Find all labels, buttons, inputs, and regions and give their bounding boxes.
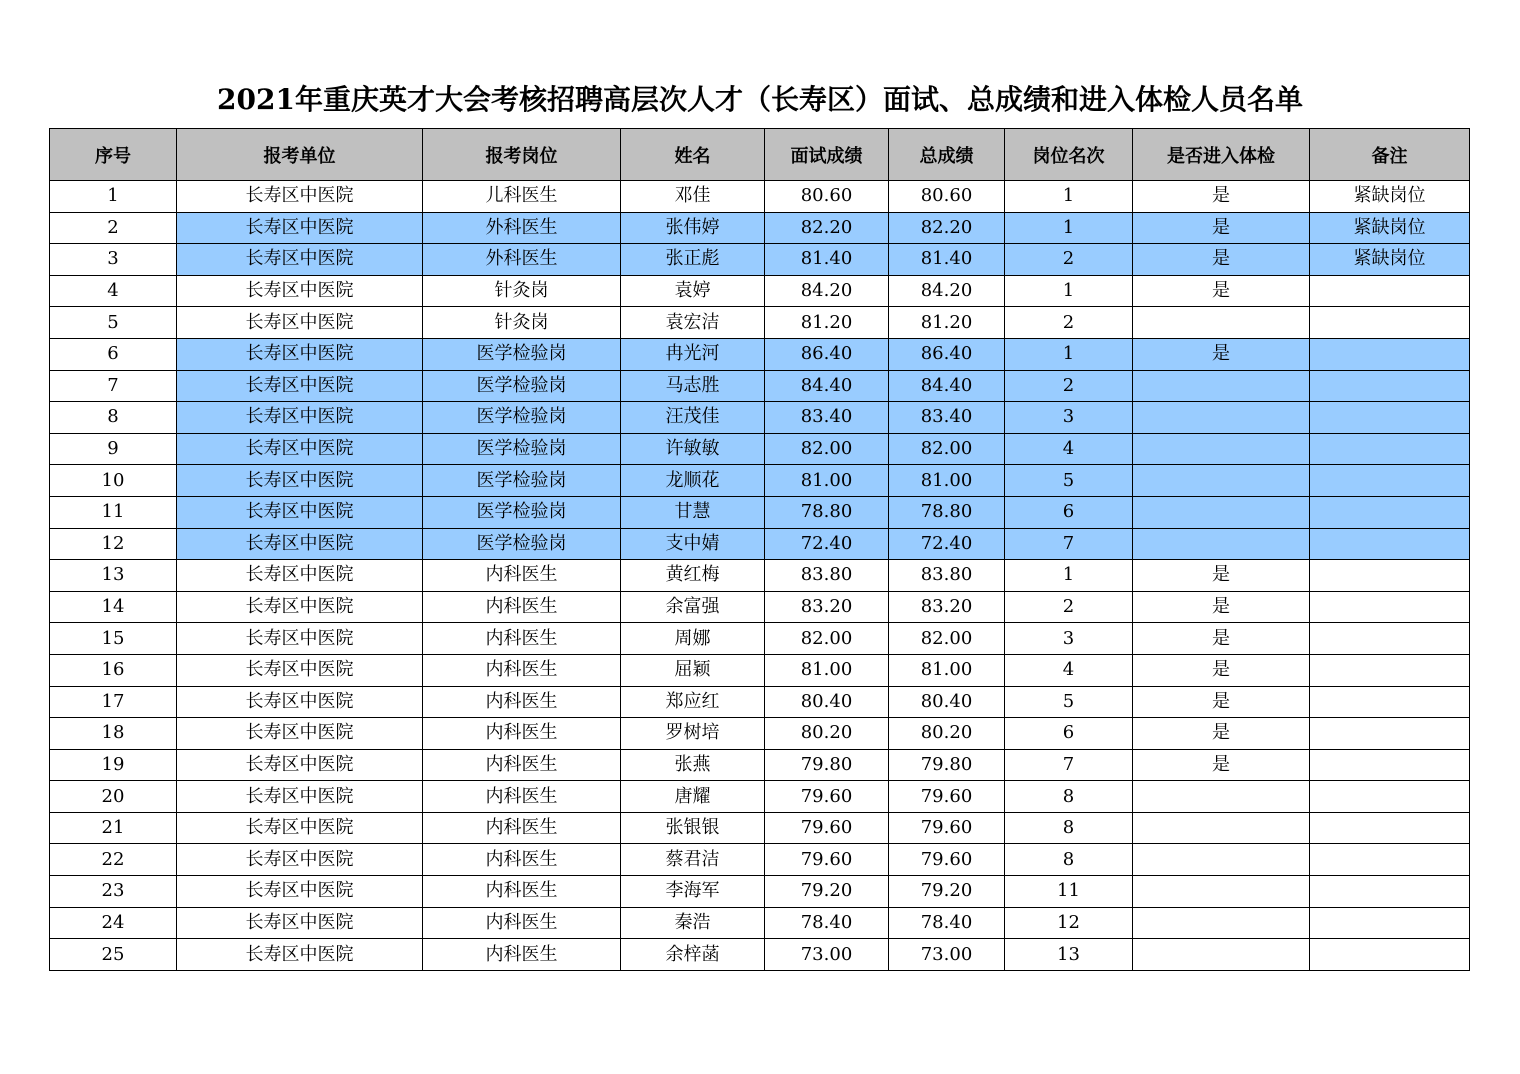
header-no: 序号 <box>50 129 177 181</box>
cell-total-score: 81.00 <box>889 654 1005 686</box>
cell-interview-score: 79.20 <box>765 876 889 908</box>
cell-name: 郑应红 <box>621 686 765 718</box>
cell-no: 20 <box>50 781 177 813</box>
cell-post: 医学检验岗 <box>423 370 621 402</box>
cell-no: 6 <box>50 338 177 370</box>
cell-unit: 长寿区中医院 <box>177 781 423 813</box>
header-exam: 是否进入体检 <box>1133 129 1310 181</box>
cell-physical-exam <box>1133 370 1310 402</box>
cell-rank: 5 <box>1005 465 1133 497</box>
cell-total-score: 83.20 <box>889 591 1005 623</box>
header-rank: 岗位名次 <box>1005 129 1133 181</box>
cell-post: 内科医生 <box>423 654 621 686</box>
cell-post: 外科医生 <box>423 212 621 244</box>
cell-physical-exam <box>1133 465 1310 497</box>
cell-post: 医学检验岗 <box>423 496 621 528</box>
cell-physical-exam: 是 <box>1133 591 1310 623</box>
cell-unit: 长寿区中医院 <box>177 433 423 465</box>
cell-name: 黄红梅 <box>621 560 765 592</box>
cell-physical-exam: 是 <box>1133 560 1310 592</box>
cell-name: 袁婷 <box>621 275 765 307</box>
cell-note <box>1310 781 1470 813</box>
cell-unit: 长寿区中医院 <box>177 370 423 402</box>
cell-no: 15 <box>50 623 177 655</box>
cell-physical-exam: 是 <box>1133 338 1310 370</box>
cell-note <box>1310 528 1470 560</box>
cell-unit: 长寿区中医院 <box>177 402 423 434</box>
cell-total-score: 79.60 <box>889 781 1005 813</box>
table-row <box>50 307 1470 339</box>
cell-total-score: 84.20 <box>889 275 1005 307</box>
cell-rank: 2 <box>1005 244 1133 276</box>
cell-total-score: 84.40 <box>889 370 1005 402</box>
cell-post: 内科医生 <box>423 907 621 939</box>
cell-name: 李海军 <box>621 876 765 908</box>
cell-physical-exam <box>1133 307 1310 339</box>
cell-no: 10 <box>50 465 177 497</box>
cell-rank: 13 <box>1005 939 1133 971</box>
cell-no: 1 <box>50 181 177 213</box>
cell-name: 袁宏洁 <box>621 307 765 339</box>
cell-name: 甘慧 <box>621 496 765 528</box>
cell-note: 紧缺岗位 <box>1310 244 1470 276</box>
cell-note <box>1310 307 1470 339</box>
cell-total-score: 80.40 <box>889 686 1005 718</box>
cell-rank: 4 <box>1005 433 1133 465</box>
cell-note <box>1310 907 1470 939</box>
cell-note <box>1310 560 1470 592</box>
cell-unit: 长寿区中医院 <box>177 275 423 307</box>
cell-unit: 长寿区中医院 <box>177 907 423 939</box>
cell-note <box>1310 749 1470 781</box>
cell-note <box>1310 402 1470 434</box>
cell-no: 18 <box>50 718 177 750</box>
cell-physical-exam <box>1133 939 1310 971</box>
cell-unit: 长寿区中医院 <box>177 528 423 560</box>
cell-note <box>1310 876 1470 908</box>
cell-no: 16 <box>50 654 177 686</box>
cell-interview-score: 73.00 <box>765 939 889 971</box>
cell-interview-score: 83.80 <box>765 560 889 592</box>
cell-rank: 8 <box>1005 812 1133 844</box>
cell-physical-exam <box>1133 496 1310 528</box>
cell-post: 内科医生 <box>423 876 621 908</box>
cell-no: 8 <box>50 402 177 434</box>
cell-physical-exam <box>1133 402 1310 434</box>
cell-physical-exam: 是 <box>1133 654 1310 686</box>
cell-rank: 5 <box>1005 686 1133 718</box>
cell-note <box>1310 623 1470 655</box>
cell-rank: 8 <box>1005 844 1133 876</box>
cell-post: 外科医生 <box>423 244 621 276</box>
cell-interview-score: 81.20 <box>765 307 889 339</box>
cell-physical-exam <box>1133 907 1310 939</box>
cell-unit: 长寿区中医院 <box>177 496 423 528</box>
cell-name: 余梓菡 <box>621 939 765 971</box>
cell-no: 25 <box>50 939 177 971</box>
cell-no: 12 <box>50 528 177 560</box>
cell-unit: 长寿区中医院 <box>177 244 423 276</box>
header-total: 总成绩 <box>889 129 1005 181</box>
cell-name: 汪茂佳 <box>621 402 765 434</box>
cell-name: 张燕 <box>621 749 765 781</box>
cell-no: 2 <box>50 212 177 244</box>
cell-name: 张伟婷 <box>621 212 765 244</box>
cell-note: 紧缺岗位 <box>1310 181 1470 213</box>
cell-total-score: 80.60 <box>889 181 1005 213</box>
cell-no: 14 <box>50 591 177 623</box>
table-row <box>50 244 1470 276</box>
cell-note <box>1310 465 1470 497</box>
cell-name: 张银银 <box>621 812 765 844</box>
cell-no: 5 <box>50 307 177 339</box>
cell-unit: 长寿区中医院 <box>177 307 423 339</box>
cell-unit: 长寿区中医院 <box>177 686 423 718</box>
cell-interview-score: 84.20 <box>765 275 889 307</box>
table-row <box>50 591 1470 623</box>
cell-note <box>1310 370 1470 402</box>
cell-physical-exam <box>1133 812 1310 844</box>
cell-post: 医学检验岗 <box>423 465 621 497</box>
cell-post: 内科医生 <box>423 718 621 750</box>
table-row <box>50 370 1470 402</box>
cell-unit: 长寿区中医院 <box>177 654 423 686</box>
cell-interview-score: 79.60 <box>765 781 889 813</box>
table-row <box>50 433 1470 465</box>
cell-name: 张正彪 <box>621 244 765 276</box>
cell-name: 余富强 <box>621 591 765 623</box>
cell-rank: 6 <box>1005 718 1133 750</box>
cell-rank: 1 <box>1005 181 1133 213</box>
cell-note <box>1310 686 1470 718</box>
header-post: 报考岗位 <box>423 129 621 181</box>
cell-note <box>1310 275 1470 307</box>
cell-interview-score: 79.60 <box>765 812 889 844</box>
cell-name: 秦浩 <box>621 907 765 939</box>
header-note: 备注 <box>1310 129 1470 181</box>
cell-unit: 长寿区中医院 <box>177 623 423 655</box>
cell-total-score: 82.00 <box>889 433 1005 465</box>
cell-total-score: 83.40 <box>889 402 1005 434</box>
cell-total-score: 79.60 <box>889 844 1005 876</box>
cell-interview-score: 82.20 <box>765 212 889 244</box>
cell-name: 邓佳 <box>621 181 765 213</box>
cell-total-score: 82.20 <box>889 212 1005 244</box>
cell-post: 内科医生 <box>423 560 621 592</box>
cell-physical-exam: 是 <box>1133 244 1310 276</box>
header-row <box>50 129 1470 181</box>
cell-rank: 7 <box>1005 749 1133 781</box>
cell-unit: 长寿区中医院 <box>177 181 423 213</box>
cell-unit: 长寿区中医院 <box>177 749 423 781</box>
cell-no: 11 <box>50 496 177 528</box>
table-row <box>50 654 1470 686</box>
cell-post: 医学检验岗 <box>423 528 621 560</box>
cell-rank: 1 <box>1005 275 1133 307</box>
cell-post: 儿科医生 <box>423 181 621 213</box>
cell-unit: 长寿区中医院 <box>177 718 423 750</box>
cell-name: 唐耀 <box>621 781 765 813</box>
cell-name: 冉光河 <box>621 338 765 370</box>
cell-note <box>1310 496 1470 528</box>
table-row <box>50 528 1470 560</box>
cell-name: 蔡君洁 <box>621 844 765 876</box>
cell-physical-exam: 是 <box>1133 718 1310 750</box>
table-row <box>50 275 1470 307</box>
cell-interview-score: 78.80 <box>765 496 889 528</box>
cell-unit: 长寿区中医院 <box>177 844 423 876</box>
cell-interview-score: 86.40 <box>765 338 889 370</box>
cell-no: 21 <box>50 812 177 844</box>
cell-interview-score: 82.00 <box>765 623 889 655</box>
cell-total-score: 81.00 <box>889 465 1005 497</box>
cell-physical-exam: 是 <box>1133 181 1310 213</box>
table-row <box>50 749 1470 781</box>
cell-name: 许敏敏 <box>621 433 765 465</box>
table-row <box>50 907 1470 939</box>
cell-physical-exam <box>1133 528 1310 560</box>
cell-post: 内科医生 <box>423 812 621 844</box>
cell-unit: 长寿区中医院 <box>177 338 423 370</box>
cell-note <box>1310 844 1470 876</box>
cell-interview-score: 78.40 <box>765 907 889 939</box>
cell-post: 针灸岗 <box>423 275 621 307</box>
cell-note <box>1310 812 1470 844</box>
cell-rank: 1 <box>1005 212 1133 244</box>
cell-total-score: 72.40 <box>889 528 1005 560</box>
cell-post: 内科医生 <box>423 749 621 781</box>
cell-total-score: 79.60 <box>889 812 1005 844</box>
cell-note <box>1310 654 1470 686</box>
cell-interview-score: 81.40 <box>765 244 889 276</box>
table-row <box>50 181 1470 213</box>
cell-note <box>1310 591 1470 623</box>
table-row <box>50 686 1470 718</box>
cell-post: 内科医生 <box>423 939 621 971</box>
table-row <box>50 212 1470 244</box>
cell-total-score: 78.40 <box>889 907 1005 939</box>
cell-note: 紧缺岗位 <box>1310 212 1470 244</box>
cell-no: 17 <box>50 686 177 718</box>
cell-post: 内科医生 <box>423 623 621 655</box>
cell-unit: 长寿区中医院 <box>177 212 423 244</box>
cell-no: 9 <box>50 433 177 465</box>
cell-interview-score: 81.00 <box>765 465 889 497</box>
cell-physical-exam: 是 <box>1133 749 1310 781</box>
cell-name: 罗树培 <box>621 718 765 750</box>
cell-rank: 11 <box>1005 876 1133 908</box>
table-row <box>50 876 1470 908</box>
cell-rank: 7 <box>1005 528 1133 560</box>
header-unit: 报考单位 <box>177 129 423 181</box>
cell-name: 支中婧 <box>621 528 765 560</box>
cell-post: 针灸岗 <box>423 307 621 339</box>
cell-unit: 长寿区中医院 <box>177 465 423 497</box>
cell-interview-score: 80.20 <box>765 718 889 750</box>
cell-no: 23 <box>50 876 177 908</box>
cell-rank: 3 <box>1005 623 1133 655</box>
cell-physical-exam <box>1133 433 1310 465</box>
cell-note <box>1310 939 1470 971</box>
cell-total-score: 81.20 <box>889 307 1005 339</box>
cell-note <box>1310 718 1470 750</box>
table-row <box>50 844 1470 876</box>
cell-total-score: 73.00 <box>889 939 1005 971</box>
table-row <box>50 465 1470 497</box>
cell-no: 4 <box>50 275 177 307</box>
cell-total-score: 79.80 <box>889 749 1005 781</box>
cell-physical-exam: 是 <box>1133 686 1310 718</box>
cell-rank: 8 <box>1005 781 1133 813</box>
cell-rank: 4 <box>1005 654 1133 686</box>
table-row <box>50 718 1470 750</box>
cell-interview-score: 79.80 <box>765 749 889 781</box>
cell-physical-exam <box>1133 781 1310 813</box>
cell-rank: 1 <box>1005 338 1133 370</box>
table-row <box>50 623 1470 655</box>
cell-name: 龙顺花 <box>621 465 765 497</box>
cell-rank: 2 <box>1005 307 1133 339</box>
table-row <box>50 560 1470 592</box>
cell-interview-score: 80.60 <box>765 181 889 213</box>
cell-rank: 3 <box>1005 402 1133 434</box>
table-row <box>50 338 1470 370</box>
table-row <box>50 402 1470 434</box>
cell-interview-score: 83.40 <box>765 402 889 434</box>
cell-physical-exam <box>1133 844 1310 876</box>
cell-post: 医学检验岗 <box>423 338 621 370</box>
cell-interview-score: 72.40 <box>765 528 889 560</box>
page-title: 2021年重庆英才大会考核招聘高层次人才（长寿区）面试、总成绩和进入体检人员名单 <box>217 83 1303 116</box>
table-row <box>50 496 1470 528</box>
cell-rank: 2 <box>1005 591 1133 623</box>
cell-interview-score: 82.00 <box>765 433 889 465</box>
cell-total-score: 82.00 <box>889 623 1005 655</box>
cell-no: 7 <box>50 370 177 402</box>
cell-physical-exam: 是 <box>1133 275 1310 307</box>
cell-no: 13 <box>50 560 177 592</box>
cell-name: 马志胜 <box>621 370 765 402</box>
table-row <box>50 939 1470 971</box>
cell-rank: 1 <box>1005 560 1133 592</box>
cell-no: 19 <box>50 749 177 781</box>
cell-interview-score: 80.40 <box>765 686 889 718</box>
header-interview: 面试成绩 <box>765 129 889 181</box>
results-table <box>49 128 1470 971</box>
table-row <box>50 812 1470 844</box>
cell-note <box>1310 338 1470 370</box>
cell-no: 24 <box>50 907 177 939</box>
cell-interview-score: 83.20 <box>765 591 889 623</box>
cell-name: 屈颖 <box>621 654 765 686</box>
cell-note <box>1310 433 1470 465</box>
cell-post: 内科医生 <box>423 591 621 623</box>
cell-unit: 长寿区中医院 <box>177 939 423 971</box>
cell-post: 医学检验岗 <box>423 433 621 465</box>
cell-unit: 长寿区中医院 <box>177 560 423 592</box>
cell-physical-exam: 是 <box>1133 212 1310 244</box>
cell-post: 内科医生 <box>423 686 621 718</box>
cell-total-score: 81.40 <box>889 244 1005 276</box>
cell-total-score: 80.20 <box>889 718 1005 750</box>
cell-name: 周娜 <box>621 623 765 655</box>
cell-rank: 6 <box>1005 496 1133 528</box>
cell-post: 内科医生 <box>423 844 621 876</box>
cell-no: 3 <box>50 244 177 276</box>
cell-total-score: 78.80 <box>889 496 1005 528</box>
cell-interview-score: 79.60 <box>765 844 889 876</box>
cell-total-score: 83.80 <box>889 560 1005 592</box>
cell-rank: 12 <box>1005 907 1133 939</box>
cell-unit: 长寿区中医院 <box>177 591 423 623</box>
table-row <box>50 781 1470 813</box>
table-body <box>50 181 1470 971</box>
cell-interview-score: 84.40 <box>765 370 889 402</box>
cell-unit: 长寿区中医院 <box>177 812 423 844</box>
header-name: 姓名 <box>621 129 765 181</box>
cell-total-score: 86.40 <box>889 338 1005 370</box>
cell-post: 内科医生 <box>423 781 621 813</box>
cell-unit: 长寿区中医院 <box>177 876 423 908</box>
cell-no: 22 <box>50 844 177 876</box>
cell-rank: 2 <box>1005 370 1133 402</box>
cell-post: 医学检验岗 <box>423 402 621 434</box>
cell-interview-score: 81.00 <box>765 654 889 686</box>
cell-physical-exam <box>1133 876 1310 908</box>
cell-physical-exam: 是 <box>1133 623 1310 655</box>
cell-total-score: 79.20 <box>889 876 1005 908</box>
